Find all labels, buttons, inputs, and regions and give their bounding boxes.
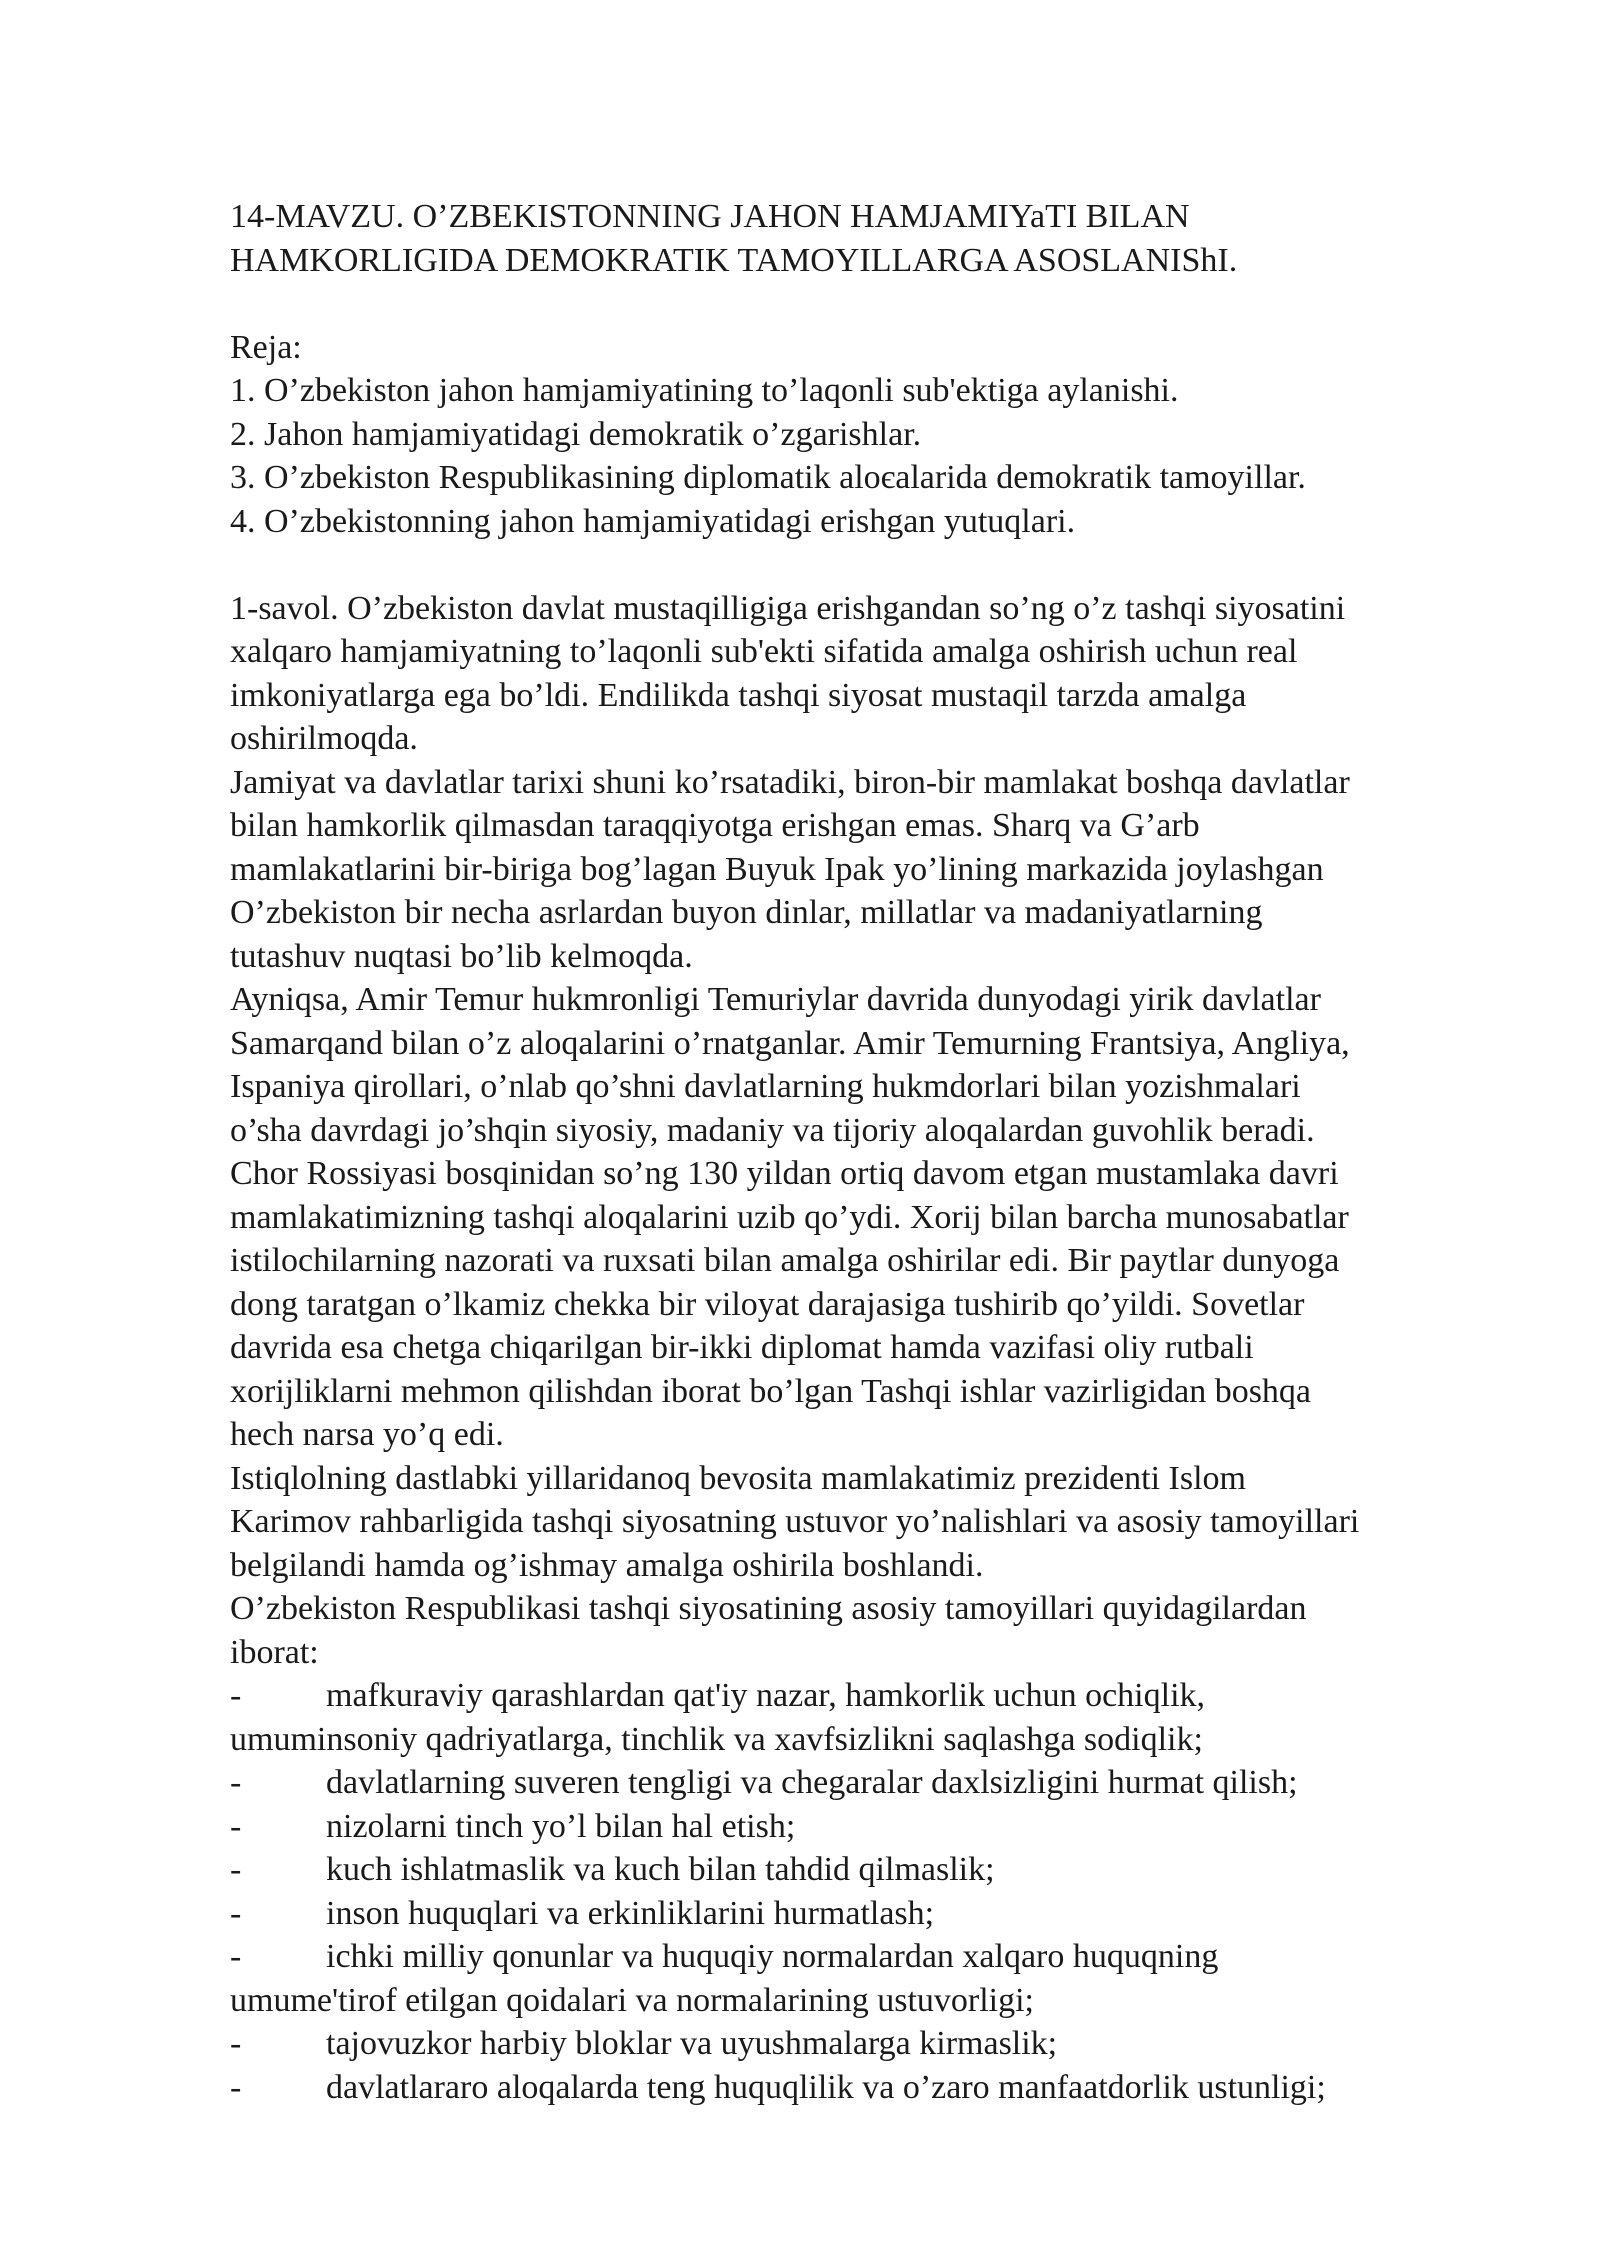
list-item-continuation: umume'tirof etilgan qoidalari va normalarining ustuvorligi;	[230, 1981, 1034, 2019]
body-line: mamlakatlarini bir-biriga bog’lagan Buyuk Ipak yo’lining markazida joylashgan	[230, 850, 1324, 888]
body-line: bilan hamkorlik qilmasdan taraqqiyotga erishgan emas. Sharq va G’arb	[230, 807, 1200, 844]
list-item-continuation: umuminsoniy qadriyatlarga, tinchlik va xavfsizlikni saqlashga sodiqlik;	[230, 1720, 1203, 1758]
body-line: o’sha davrdagi jo’shqin siyosiy, madaniy va tijoriy aloqalardan guvohlik beradi.	[230, 1111, 1315, 1149]
list-item	[230, 1674, 1530, 1718]
title-line: HAMKORLIGIDA DEMOKRATIK TAMOYILLARGA ASOSLANIShI.	[230, 241, 1238, 279]
list-dash: -	[230, 2068, 242, 2106]
list-item	[230, 1805, 1530, 1849]
body-line: Jamiyat va davlatlar tarixi shuni ko’rsatadiki, biron-bir mamlakat boshqa davlatlar	[230, 763, 1350, 801]
body-line: tutashuv nuqtasi bo’lib kelmoqda.	[230, 937, 693, 975]
list-dash: -	[230, 1851, 242, 1888]
body-line: Ispaniya qirollari, o’nlab qo’shni davlatlarning hukmdorlari bilan yozishmalari	[230, 1068, 1301, 1105]
body-line: xalqaro hamjamiyatning to’laqonli sub'ekti sifatida amalga oshirish uchun real	[230, 633, 1298, 670]
body-line: Ayniqsa, Amir Temur hukmronligi Temuriylar davrida dunyodagi yirik davlatlar	[230, 981, 1321, 1018]
principles-list	[230, 1674, 1530, 2109]
list-item-text: kuch ishlatmaslik va kuch bilan tahdid qilmaslik;	[326, 1851, 995, 1888]
list-dash: -	[230, 1938, 242, 1975]
body-line: Istiqlolning dastlabki yillaridanoq bevosita mamlakatimiz prezidenti Islom	[230, 1459, 1246, 1497]
body-line: iborat:	[230, 1633, 319, 1671]
list-item-text: davlatlararo aloqalarda teng huquqlilik va o’zaro manfaatdorlik ustunligi;	[326, 2068, 1326, 2106]
body-line: Karimov rahbarligida tashqi siyosatning ustuvor yo’nalishlari va asosiy tamoyillari	[230, 1503, 1360, 1540]
list-item-text: tajovuzkor harbiy bloklar va uyushmalarga kirmaslik;	[326, 2025, 1058, 2062]
page-title	[230, 195, 1530, 282]
body-line: Samarqand bilan o’z aloqalarini o’rnatganlar. Amir Temurning Frantsiya, Angliya,	[230, 1024, 1350, 1062]
list-dash: -	[230, 1894, 242, 1932]
plan-item: 3. O’zbekiston Respublikasining diplomatik aloєalarida demokratik tamoyillar.	[230, 459, 1306, 496]
body-line: 1-savol. O’zbekiston davlat mustaqilligiga erishgandan so’ng o’z tashqi siyosatini	[230, 589, 1346, 627]
plan-section	[230, 326, 1530, 544]
body-line: istilochilarning nazorati va ruxsati bilan amalga oshirilar edi. Bir paytlar dunyoga	[230, 1242, 1340, 1279]
body-line: imkoniyatlarga ega bo’ldi. Endilikda tashqi siyosat mustaqil tarzda amalga	[230, 676, 1247, 714]
body-line: Chor Rossiyasi bosqinidan so’ng 130 yildan ortiq davom etgan mustamlaka davri	[230, 1155, 1339, 1192]
plan-heading: Reja:	[230, 328, 302, 366]
list-item	[230, 1848, 1530, 1892]
document-page	[230, 195, 1530, 2109]
list-item-text: inson huquqlari va erkinliklarini hurmatlash;	[326, 1894, 935, 1932]
spacer	[230, 282, 1530, 326]
list-dash: -	[230, 1764, 242, 1801]
list-item	[230, 2022, 1530, 2066]
list-item-text: ichki milliy qonunlar va huquqiy normalardan xalqaro huquqning	[326, 1938, 1219, 1975]
list-item-text: mafkuraviy qarashlardan qat'iy nazar, hamkorlik uchun ochiqlik,	[326, 1677, 1206, 1714]
list-item	[230, 2066, 1530, 2110]
body-line: dong taratgan o’lkamiz chekka bir viloyat darajasiga tushirib qo’yildi. Sovetlar	[230, 1285, 1305, 1323]
body-line: hech narsa yo’q edi.	[230, 1416, 504, 1453]
plan-item: 4. O’zbekistonning jahon hamjamiyatidagi erishgan yutuqlari.	[230, 502, 1076, 540]
body-line: O’zbekiston Respublikasi tashqi siyosatining asosiy tamoyillari quyidagilardan	[230, 1590, 1307, 1627]
body-line: O’zbekiston bir necha asrlardan buyon dinlar, millatlar va madaniyatlarning	[230, 894, 1263, 931]
title-line: 14-MAVZU. O’ZBEKISTONNING JAHON HAMJAMIYaTI BILAN	[230, 198, 1190, 235]
list-item	[230, 1761, 1530, 1805]
spacer	[230, 543, 1530, 587]
body-text	[230, 587, 1530, 1675]
list-item	[230, 1892, 1530, 1936]
body-line: xorijliklarni mehmon qilishdan iborat bo’lgan Tashqi ishlar vazirligidan boshqa	[230, 1372, 1312, 1410]
plan-item: 2. Jahon hamjamiyatidagi demokratik o’zgarishlar.	[230, 415, 922, 453]
list-item-text: davlatlarning suveren tengligi va chegaralar daxlsizligini hurmat qilish;	[326, 1764, 1298, 1801]
list-dash: -	[230, 2025, 242, 2062]
list-dash: -	[230, 1807, 242, 1845]
body-line: oshirilmoqda.	[230, 720, 418, 757]
body-line: mamlakatimizning tashqi aloqalarini uzib qo’ydi. Xorij bilan barcha munosabatlar	[230, 1198, 1349, 1236]
list-item-text: nizolarni tinch yo’l bilan hal etish;	[326, 1807, 796, 1845]
body-line: belgilandi hamda og’ishmay amalga oshirila boshlandi.	[230, 1546, 984, 1584]
list-dash: -	[230, 1677, 242, 1714]
body-line: davrida esa chetga chiqarilgan bir-ikki diplomat hamda vazifasi oliy rutbali	[230, 1329, 1254, 1366]
list-item	[230, 1935, 1530, 1979]
plan-item: 1. O’zbekiston jahon hamjamiyatining to’laqonli sub'ektiga aylanishi.	[230, 372, 1179, 409]
